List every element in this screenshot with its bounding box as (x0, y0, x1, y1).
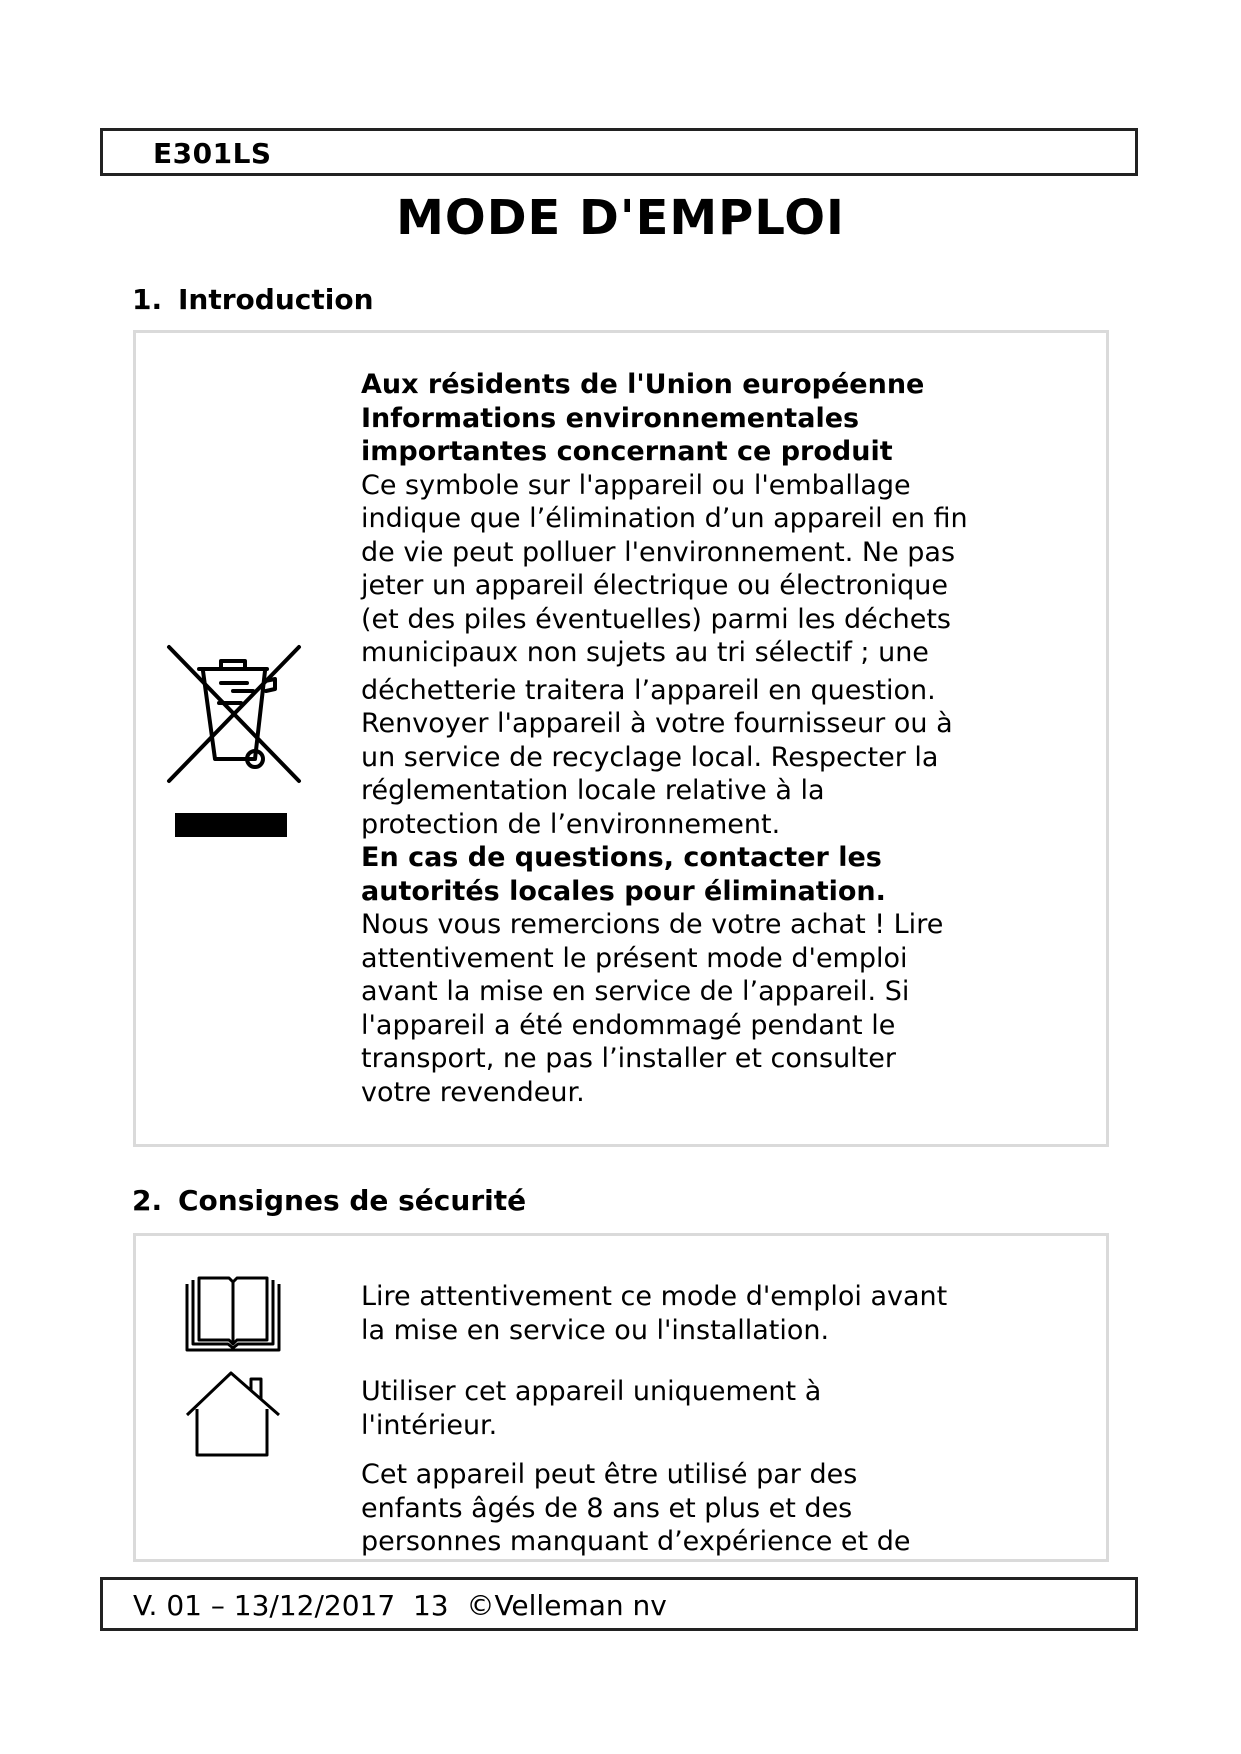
weee-body-line: un service de recyclage local. Respecter la (361, 741, 939, 773)
house-icon (183, 1369, 283, 1459)
weee-contact-line: En cas de questions, contacter les (361, 842, 882, 873)
weee-body-line: protection de l’environnement. (361, 808, 781, 840)
intro-panel (133, 330, 1109, 1147)
weee-heading-line: Informations environnementales (361, 402, 860, 434)
model-number: E301LS (153, 137, 272, 170)
weee-heading-line: Aux résidents de l'Union européenne (361, 369, 925, 400)
crossed-out-wheelie-bin-icon (163, 641, 305, 841)
safety-item (361, 1458, 1001, 1559)
thanks-line: votre revendeur. (361, 1076, 585, 1108)
footer-version: V. 01 – 13/12/2017 (133, 1589, 396, 1622)
safety-line: Lire attentivement ce mode d'emploi avant (361, 1281, 948, 1312)
header-box (100, 128, 1138, 176)
footer-box (100, 1577, 1138, 1631)
weee-body-line: de vie peut polluer l'environnement. Ne pas (361, 536, 956, 568)
weee-text (361, 368, 1001, 1109)
safety-line: Utiliser cet appareil uniquement à (361, 1376, 822, 1407)
safety-panel (133, 1233, 1109, 1562)
weee-body-line: municipaux non sujets au tri sélectif ; une (361, 637, 929, 668)
footer-text (133, 1589, 667, 1622)
safety-item (361, 1280, 1001, 1347)
thanks-line: avant la mise en service de l’appareil. Si (361, 976, 910, 1007)
weee-contact-line: autorités locales pour élimination. (361, 875, 886, 907)
weee-body-line: jeter un appareil électrique ou électronique (361, 570, 948, 601)
weee-body-line: Renvoyer l'appareil à votre fournisseur ou à (361, 708, 953, 739)
weee-body-line: déchetterie traitera l’appareil en question. (361, 674, 936, 706)
section-2-title (132, 1184, 526, 1217)
safety-item (361, 1375, 1001, 1442)
footer-copyright: ©Velleman nv (466, 1589, 667, 1622)
safety-line: Cet appareil peut être utilisé par des (361, 1459, 858, 1490)
manual-book-icon (183, 1274, 283, 1354)
safety-line: personnes manquant d’expérience et de (361, 1526, 911, 1557)
thanks-line: l'appareil a été endommagé pendant le (361, 1009, 896, 1041)
section-number: 1. (132, 283, 163, 316)
thanks-line: attentivement le présent mode d'emploi (361, 942, 908, 974)
section-title-text: Consignes de sécurité (178, 1184, 527, 1217)
document-title: MODE D'EMPLOI (396, 190, 845, 246)
footer-page-number: 13 (412, 1589, 449, 1622)
section-title-text: Introduction (178, 283, 374, 316)
weee-body-line: (et des piles éventuelles) parmi les déchets (361, 603, 951, 635)
weee-body-line: indique que l’élimination d’un appareil en fin (361, 503, 968, 534)
thanks-line: Nous vous remercions de votre achat ! Lire (361, 909, 944, 940)
safety-line: enfants âgés de 8 ans et plus et des (361, 1492, 853, 1524)
weee-heading-line: importantes concernant ce produit (361, 436, 893, 467)
safety-line: l'intérieur. (361, 1409, 498, 1441)
safety-line: la mise en service ou l'installation. (361, 1314, 830, 1346)
weee-body-line: Ce symbole sur l'appareil ou l'emballage (361, 469, 911, 501)
section-1-title (132, 283, 374, 316)
section-number: 2. (132, 1184, 163, 1217)
weee-body-line: réglementation locale relative à la (361, 775, 825, 806)
thanks-line: transport, ne pas l’installer et consulter (361, 1043, 896, 1074)
